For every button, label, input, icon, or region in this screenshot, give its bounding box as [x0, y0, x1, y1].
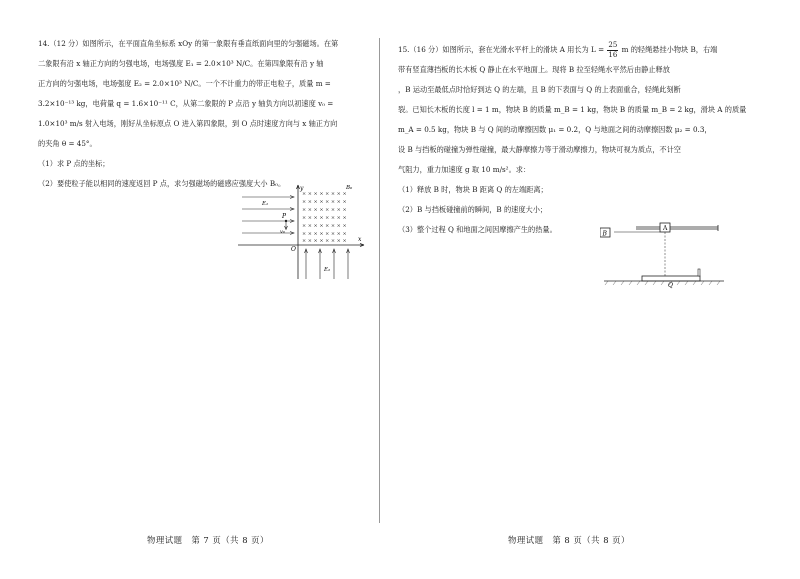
right-page: [382, 0, 800, 579]
svg-text:× × × × × × × ×: × × × × × × × ×: [302, 199, 347, 205]
q14-origin-label: O: [291, 246, 296, 253]
question-15: [398, 40, 746, 240]
page-divider: [379, 38, 380, 523]
q15-line-1-end: m 的轻绳悬挂小物块 B，右端: [621, 45, 718, 54]
q14-line-2: 二象限有沿 x 轴正方向的匀强电场，电场强度 E₁ = 2.0×10³ N/C。在第四象限有沿 y 轴: [38, 59, 324, 68]
slider-a-label: A: [663, 225, 668, 232]
q14-line-3: 正方向的匀强电场，电场强度 E₂ = 2.0×10³ N/C。一个不计重力的带正电粒子，质量 m =: [38, 79, 331, 88]
q15-line-5: m_A = 0.5 kg，物块 B 与 Q 间的动摩擦因数 μ₁ = 0.2，Q 与地面之间的动摩擦因数 μ₂ = 0.3，: [398, 125, 712, 134]
q14-b0-label: B₀: [346, 185, 353, 191]
q14-point-p-label: P: [282, 213, 287, 220]
board-q-label: Q: [668, 282, 673, 289]
svg-text:× × × × × × × ×: × × × × × × × ×: [302, 231, 347, 237]
q14-figure: [238, 183, 366, 283]
q15-part-2: （2）B 与挡板碰撞前的瞬间，B 的速度大小；: [398, 205, 548, 214]
left-page: [0, 0, 380, 579]
right-page-footer: 物理试题 第 8 页（共 8 页）: [508, 535, 630, 545]
q14-e1-label: E₁: [262, 201, 269, 207]
q14-line-5: 1.0×10³ m/s 射入电场，刚好从坐标原点 O 进入第四象限，到 O 点时速度方向与 x 轴正方向: [38, 119, 338, 128]
fraction-denominator: 16: [608, 50, 618, 59]
q14-x-axis-label: x: [358, 236, 362, 243]
fraction-numerator: 25: [608, 40, 618, 49]
q15-line-4: 裂。已知长木板的长度 l = 1 m，物块 B 的质量 m_B = 1 kg，物块 B 的质量 m_B = 2 kg，滑块 A 的质量: [398, 105, 747, 114]
q15-line-3: ，B 运动至最低点时恰好到达 Q 的左端，且 B 的下表面与 Q 的上表面重合，轻绳此刻断: [398, 85, 681, 94]
svg-text:× × × × × × × ×: × × × × × × × ×: [302, 223, 347, 229]
q15-figure: [600, 216, 724, 294]
q15-line-1: [398, 40, 746, 60]
q15-part-3: （3）整个过程 Q 和地面之间因摩擦产生的热量。: [398, 225, 557, 234]
board-baffle: [698, 269, 700, 276]
q14-magnetic-field: [302, 191, 347, 244]
board-q: [642, 276, 700, 281]
q14-part-1: （1）求 P 点的坐标；: [38, 159, 110, 168]
q14-line-6: 的夹角 θ = 45°。: [38, 139, 97, 148]
q14-line-4: 3.2×10⁻¹³ kg，电荷量 q = 1.6×10⁻¹¹ C，从第二象限的 P 点沿 y 轴负方向以初速度 v₀ =: [38, 99, 334, 108]
q15-part-1: （1）释放 B 时，物块 B 距离 Q 的左端距离；: [398, 185, 548, 194]
q15-line-7: 气阻力，重力加速度 g 取 10 m/s²。求：: [398, 165, 531, 174]
q14-v0-label: v₀: [280, 229, 285, 235]
question-14: [38, 34, 338, 194]
svg-text:× × × × × × × ×: × × × × × × × ×: [302, 207, 347, 213]
left-page-footer: 物理试题 第 7 页（共 8 页）: [147, 535, 269, 545]
svg-text:× × × × × × × ×: × × × × × × × ×: [302, 215, 347, 221]
block-b-label: B: [602, 230, 607, 238]
q15-line-6: 设 B 与挡板的碰撞为弹性碰撞，最大静摩擦力等于滑动摩擦力，物块可视为质点，不计空: [398, 145, 681, 154]
q14-y-axis-label: y: [300, 185, 304, 192]
svg-text:× × × × × × × ×: × × × × × × × ×: [302, 191, 347, 197]
q14-e2-label: E₂: [324, 267, 331, 273]
svg-text:× × × × × × × ×: × × × × × × × ×: [302, 238, 347, 244]
q15-line-2: 带有竖直薄挡板的长木板 Q 静止在水平地面上。现将 B 拉至轻绳水平然后由静止释放: [398, 65, 670, 74]
q14-line-1: 14.（12 分）如图所示，在平面直角坐标系 xOy 的第一象限有垂直纸面向里的匀强磁场。在第: [38, 39, 339, 48]
q14-part-2: （2）要使粒子能以相同的速度返回 P 点，求匀强磁场的磁感应强度大小 B₀。: [38, 179, 286, 188]
q15-line-1-start: 15.（16 分）如图所示，套在光滑水平杆上的滑块 A 用长为 L =: [398, 45, 605, 54]
length-fraction: [607, 41, 618, 60]
